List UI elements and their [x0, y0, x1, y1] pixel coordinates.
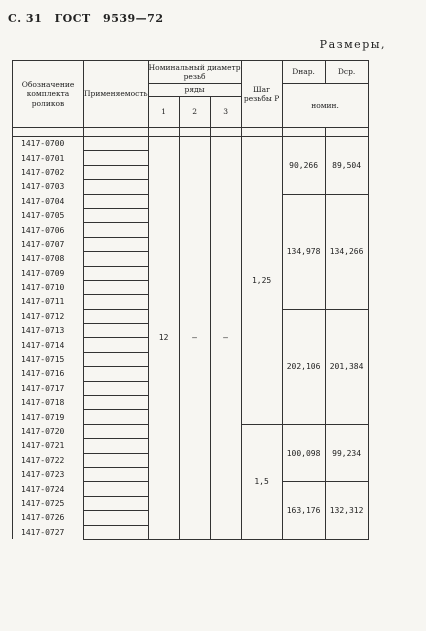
application-cell [84, 137, 149, 151]
designation-cell: 1417-0707 [13, 237, 84, 251]
designation-cell: 1417-0714 [13, 338, 84, 352]
roller-set-table [12, 60, 369, 540]
application-cell [84, 223, 149, 237]
application-cell [84, 309, 149, 323]
dsr-value-4: 99,234 [325, 424, 368, 482]
designation-cell: 1417-0725 [13, 496, 84, 510]
row1-value: 12 [148, 137, 179, 540]
col-nomin: номин. [282, 84, 368, 128]
application-cell [84, 467, 149, 481]
spacer-cell [148, 128, 179, 137]
application-cell [84, 280, 149, 294]
spacer-cell [210, 128, 241, 137]
col-pitch: Шаг резьбы P [241, 61, 282, 128]
dnar-value-1: 90,266 [282, 137, 325, 195]
designation-cell: 1417-0720 [13, 424, 84, 438]
col-row-2: 2 [179, 97, 210, 128]
designation-cell: 1417-0701 [13, 151, 84, 165]
application-cell [84, 352, 149, 366]
designation-cell: 1417-0709 [13, 266, 84, 280]
designation-cell: 1417-0710 [13, 280, 84, 294]
designation-cell: 1417-0722 [13, 453, 84, 467]
dnar-value-4: 100,098 [282, 424, 325, 482]
application-cell [84, 237, 149, 251]
pitch-value-a: 1,25 [241, 137, 282, 425]
designation-cell: 1417-0702 [13, 165, 84, 179]
col-application: Применяемость [84, 61, 149, 128]
dnar-value-3: 202,106 [282, 309, 325, 424]
dsr-value-5: 132,312 [325, 482, 368, 540]
designation-cell: 1417-0715 [13, 352, 84, 366]
row2-value: — [179, 137, 210, 540]
dsr-value-1: 89,504 [325, 137, 368, 195]
application-cell [84, 410, 149, 424]
application-cell [84, 453, 149, 467]
designation-cell: 1417-0727 [13, 525, 84, 539]
application-cell [84, 295, 149, 309]
designation-cell: 1417-0726 [13, 511, 84, 525]
designation-cell: 1417-0712 [13, 309, 84, 323]
application-cell [84, 338, 149, 352]
application-cell [84, 396, 149, 410]
designation-cell: 1417-0703 [13, 180, 84, 194]
designation-cell: 1417-0708 [13, 252, 84, 266]
application-cell [84, 266, 149, 280]
designation-cell: 1417-0723 [13, 467, 84, 481]
designation-cell: 1417-0716 [13, 367, 84, 381]
dnar-value-5: 163,176 [282, 482, 325, 540]
spacer-cell [241, 128, 282, 137]
designation-cell: 1417-0721 [13, 439, 84, 453]
table-row [13, 137, 369, 151]
designation-cell: 1417-0719 [13, 410, 84, 424]
application-cell [84, 525, 149, 539]
standard-number: 9539—72 [103, 12, 164, 25]
col-rows-label: ряды [148, 84, 241, 97]
pitch-value-b: 1,5 [241, 424, 282, 539]
application-cell [84, 324, 149, 338]
designation-cell: 1417-0711 [13, 295, 84, 309]
dsr-value-3: 201,384 [325, 309, 368, 424]
application-cell [84, 424, 149, 438]
designation-cell: 1417-0717 [13, 381, 84, 395]
row3-value: — [210, 137, 241, 540]
col-row-3: 3 [210, 97, 241, 128]
spacer-cell [179, 128, 210, 137]
dnar-value-2: 134,978 [282, 194, 325, 309]
spacer-cell [282, 128, 325, 137]
application-cell [84, 180, 149, 194]
designation-cell: 1417-0704 [13, 194, 84, 208]
designation-cell: 1417-0713 [13, 324, 84, 338]
application-cell [84, 482, 149, 496]
dsr-value-2: 134,266 [325, 194, 368, 309]
application-cell [84, 165, 149, 179]
col-nominal-diameter: Номинальный диаметр резьб [148, 61, 241, 84]
application-cell [84, 439, 149, 453]
application-cell [84, 511, 149, 525]
standard-label: ГОСТ [54, 12, 91, 25]
page-header [8, 12, 171, 25]
units-label: Размеры, [319, 38, 386, 51]
col-dnar: Dнар. [282, 61, 325, 84]
designation-cell: 1417-0700 [13, 137, 84, 151]
application-cell [84, 151, 149, 165]
designation-cell: 1417-0706 [13, 223, 84, 237]
application-cell [84, 194, 149, 208]
application-cell [84, 252, 149, 266]
col-row-1: 1 [148, 97, 179, 128]
application-cell [84, 496, 149, 510]
designation-cell: 1417-0718 [13, 396, 84, 410]
application-cell [84, 367, 149, 381]
page-number: С. 31 [8, 12, 43, 25]
application-cell [84, 381, 149, 395]
designation-cell: 1417-0724 [13, 482, 84, 496]
application-cell [84, 208, 149, 222]
spacer-cell [84, 128, 149, 137]
spacer-cell [13, 128, 84, 137]
spacer-cell [325, 128, 368, 137]
designation-cell: 1417-0705 [13, 208, 84, 222]
col-designation: Обозначение комплекта роликов [13, 61, 84, 128]
col-dsr: Dср. [325, 61, 368, 84]
